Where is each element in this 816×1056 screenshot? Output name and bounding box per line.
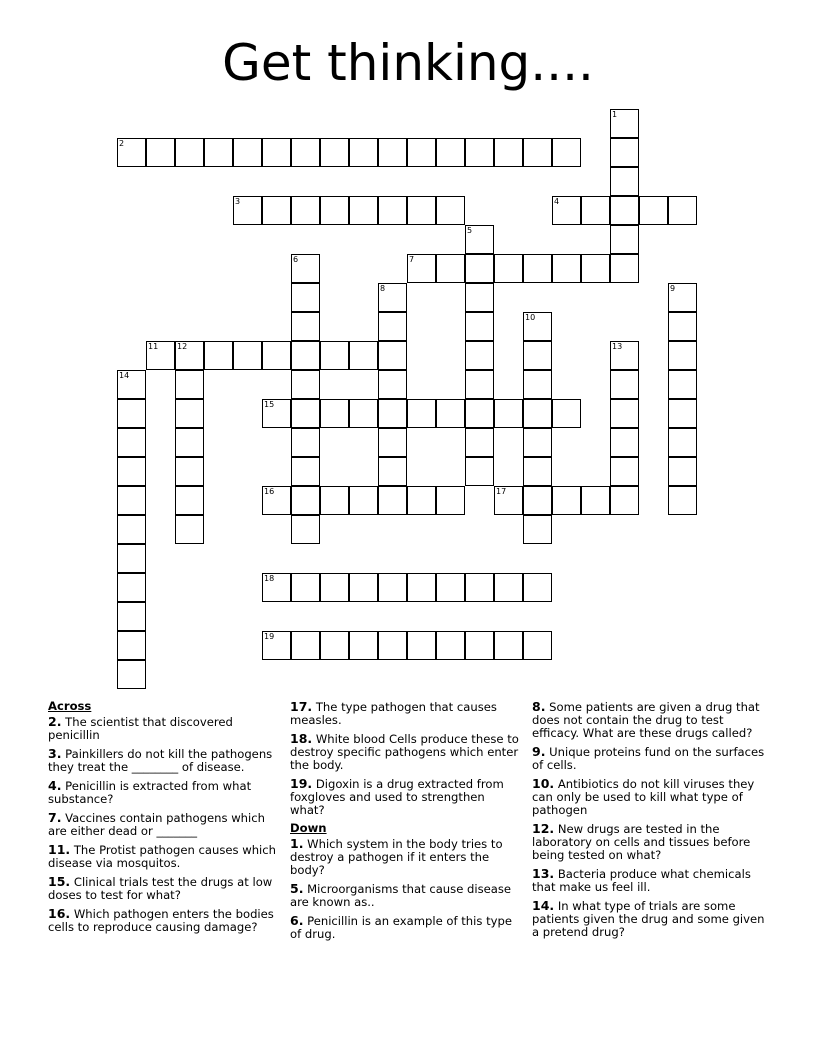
clue-item [532,745,768,772]
clue-number: 4 [554,197,560,206]
grid-cell[interactable] [668,196,697,225]
clue-number: 12. [532,821,555,836]
clue-number: 10. [532,776,555,791]
grid-cell[interactable] [117,486,146,515]
grid-cell[interactable] [349,341,378,370]
grid-cell[interactable] [378,138,407,167]
grid-cell[interactable] [668,283,697,312]
grid-cell[interactable] [581,486,610,515]
clue-number: 5 [467,226,473,235]
clue-text: Clinical trials test the drugs at low doses to test for what? [48,875,273,902]
grid-cell[interactable] [494,573,523,602]
grid-cell[interactable] [610,196,639,225]
clue-number: 1. [290,836,304,851]
clue-number: 19 [264,632,275,641]
grid-cell[interactable] [668,457,697,486]
clue-number: 13. [532,866,555,881]
grid-cell[interactable] [523,138,552,167]
clue-number: 6 [293,255,299,264]
grid-cell[interactable] [523,428,552,457]
grid-cell[interactable] [175,341,204,370]
grid-cell[interactable] [465,312,494,341]
clue-text: White blood Cells produce these to destroy specific pathogens which enter the body. [290,732,519,772]
grid-cell[interactable] [262,631,291,660]
grid-cell[interactable] [465,370,494,399]
grid-cell[interactable] [407,254,436,283]
clue-number: 8 [380,284,386,293]
grid-cell[interactable] [378,399,407,428]
grid-cell[interactable] [262,341,291,370]
clue-item [290,914,522,941]
grid-cell[interactable] [320,399,349,428]
grid-cell[interactable] [291,457,320,486]
grid-cell[interactable] [610,370,639,399]
grid-cell[interactable] [494,631,523,660]
grid-cell[interactable] [204,341,233,370]
clue-text: Which pathogen enters the bodies cells to reproduce causing damage? [48,907,274,934]
grid-cell[interactable] [378,631,407,660]
clue-text: New drugs are tested in the laboratory on cells and tissues before being tested on what? [532,822,751,862]
grid-cell[interactable] [436,399,465,428]
grid-cell[interactable] [610,254,639,283]
clue-text: Penicillin is extracted from what substance? [48,779,252,806]
clue-number: 12 [177,342,188,351]
grid-cell[interactable] [262,196,291,225]
grid-cell[interactable] [291,515,320,544]
grid-cell[interactable] [407,486,436,515]
clue-number: 10 [525,313,536,322]
grid-cell[interactable] [175,486,204,515]
grid-cell[interactable] [291,399,320,428]
across-heading: Across [48,699,92,713]
grid-cell[interactable] [610,225,639,254]
grid-cell[interactable] [668,370,697,399]
grid-cell[interactable] [320,196,349,225]
grid-cell[interactable] [523,341,552,370]
grid-cell[interactable] [668,486,697,515]
clue-number: 8. [532,699,546,714]
clue-text: Antibiotics do not kill viruses they can only be used to kill what type of pathogen [532,777,755,817]
grid-cell[interactable] [610,109,639,138]
grid-cell[interactable] [320,341,349,370]
clue-number: 17 [496,487,507,496]
grid-cell[interactable] [378,428,407,457]
grid-cell[interactable] [465,254,494,283]
clue-number: 9. [532,744,546,759]
grid-cell[interactable] [117,515,146,544]
grid-cell[interactable] [146,341,175,370]
clue-number: 2 [119,139,125,148]
clue-item [532,822,768,862]
grid-cell[interactable] [349,138,378,167]
grid-cell[interactable] [465,457,494,486]
clue-number: 6. [290,913,304,928]
grid-cell[interactable] [117,660,146,689]
grid-cell[interactable] [291,573,320,602]
grid-cell[interactable] [320,573,349,602]
grid-cell[interactable] [320,486,349,515]
grid-cell[interactable] [291,254,320,283]
grid-cell[interactable] [494,254,523,283]
grid-cell[interactable] [117,631,146,660]
clue-number: 4. [48,778,62,793]
grid-cell[interactable] [494,138,523,167]
grid-cell[interactable] [465,631,494,660]
grid-cell[interactable] [233,196,262,225]
clue-item [48,843,276,870]
grid-cell[interactable] [175,457,204,486]
grid-cell[interactable] [552,196,581,225]
grid-cell[interactable] [117,573,146,602]
grid-cell[interactable] [349,486,378,515]
grid-cell[interactable] [378,341,407,370]
grid-cell[interactable] [320,631,349,660]
grid-cell[interactable] [581,196,610,225]
grid-cell[interactable] [465,399,494,428]
clue-text: The Protist pathogen causes which disease via mosquitos. [48,843,276,870]
grid-cell[interactable] [291,138,320,167]
clue-text: Bacteria produce what chemicals that make us feel ill. [532,867,751,894]
grid-cell[interactable] [552,254,581,283]
grid-cell[interactable] [523,515,552,544]
clue-number: 14 [119,371,130,380]
grid-cell[interactable] [117,544,146,573]
grid-cell[interactable] [262,573,291,602]
clue-number: 19. [290,776,313,791]
grid-cell[interactable] [233,341,262,370]
grid-cell[interactable] [262,138,291,167]
clue-text: Vaccines contain pathogens which are either dead or _______ [48,811,265,838]
grid-cell[interactable] [146,138,175,167]
clue-number: 2. [48,714,62,729]
grid-cell[interactable] [117,602,146,631]
grid-cell[interactable] [175,138,204,167]
grid-cell[interactable] [610,399,639,428]
grid-cell[interactable] [349,573,378,602]
grid-cell[interactable] [552,486,581,515]
grid-cell[interactable] [523,370,552,399]
grid-cell[interactable] [378,370,407,399]
clue-item [48,747,276,774]
grid-cell[interactable] [610,138,639,167]
clue-item [290,882,522,909]
grid-cell[interactable] [610,486,639,515]
down-heading: Down [290,821,327,835]
clue-number: 5. [290,881,304,896]
grid-cell[interactable] [494,486,523,515]
grid-cell[interactable] [610,457,639,486]
grid-cell[interactable] [552,138,581,167]
clue-text: Which system in the body tries to destroy a pathogen if it enters the body? [290,837,503,877]
clue-item [48,907,276,934]
clue-item [532,899,768,939]
clue-item [48,779,276,806]
clue-item [48,811,276,838]
grid-cell[interactable] [291,283,320,312]
grid-cell[interactable] [378,312,407,341]
clue-text: In what type of trials are some patients given the drug and some given a pretend drug? [532,899,765,939]
clues-column-2 [290,700,522,946]
grid-cell[interactable] [291,370,320,399]
clue-number: 11. [48,842,71,857]
grid-cell[interactable] [610,341,639,370]
grid-cell[interactable] [378,573,407,602]
clue-item [48,875,276,902]
clue-item [532,777,768,817]
grid-cell[interactable] [291,341,320,370]
grid-cell[interactable] [407,196,436,225]
clue-item [532,700,768,740]
grid-cell[interactable] [117,370,146,399]
clue-text: Unique proteins fund on the surfaces of cells. [532,745,765,772]
clue-number: 18. [290,731,313,746]
grid-cell[interactable] [291,428,320,457]
clue-number: 7. [48,810,62,825]
grid-cell[interactable] [378,196,407,225]
grid-cell[interactable] [523,457,552,486]
grid-cell[interactable] [378,486,407,515]
clue-number: 1 [612,110,618,119]
grid-cell[interactable] [552,399,581,428]
grid-cell[interactable] [175,515,204,544]
grid-cell[interactable] [407,631,436,660]
clue-number: 3 [235,197,241,206]
clue-text: Painkillers do not kill the pathogens they treat the ________ of disease. [48,747,273,774]
clue-number: 15 [264,400,275,409]
clues-column-3 [532,700,768,944]
grid-cell[interactable] [494,399,523,428]
clue-number: 13 [612,342,623,351]
grid-cell[interactable] [523,399,552,428]
grid-cell[interactable] [523,312,552,341]
clue-text: Digoxin is a drug extracted from foxgloves and used to strengthen what? [290,777,504,817]
grid-cell[interactable] [465,341,494,370]
grid-cell[interactable] [436,486,465,515]
clue-item [290,837,522,877]
grid-cell[interactable] [668,428,697,457]
grid-cell[interactable] [349,196,378,225]
clues-column-1 [48,700,276,939]
grid-cell[interactable] [465,573,494,602]
grid-cell[interactable] [117,428,146,457]
grid-cell[interactable] [610,428,639,457]
grid-cell[interactable] [175,370,204,399]
clue-text: Some patients are given a drug that does not contain the drug to test efficacy. What are these drugs called? [532,700,760,740]
grid-cell[interactable] [378,457,407,486]
grid-cell[interactable] [436,573,465,602]
grid-cell[interactable] [117,138,146,167]
grid-cell[interactable] [378,283,407,312]
grid-cell[interactable] [581,254,610,283]
grid-cell[interactable] [175,428,204,457]
grid-cell[interactable] [117,457,146,486]
grid-cell[interactable] [668,312,697,341]
grid-cell[interactable] [117,399,146,428]
grid-cell[interactable] [436,138,465,167]
grid-cell[interactable] [407,138,436,167]
grid-cell[interactable] [465,428,494,457]
grid-cell[interactable] [523,254,552,283]
clue-number: 11 [148,342,159,351]
grid-cell[interactable] [262,486,291,515]
grid-cell[interactable] [291,631,320,660]
grid-cell[interactable] [639,196,668,225]
clue-number: 14. [532,898,555,913]
grid-cell[interactable] [291,486,320,515]
clue-number: 16. [48,906,71,921]
page-title: Get thinking.... [222,34,594,92]
clue-text: The scientist that discovered penicillin [48,715,233,742]
grid-cell[interactable] [349,399,378,428]
grid-cell[interactable] [349,631,378,660]
clue-number: 15. [48,874,71,889]
grid-cell[interactable] [262,399,291,428]
clue-item [290,777,522,817]
grid-cell[interactable] [465,225,494,254]
grid-cell[interactable] [668,341,697,370]
grid-cell[interactable] [204,138,233,167]
grid-cell[interactable] [668,399,697,428]
clue-item [290,700,522,727]
grid-cell[interactable] [436,631,465,660]
grid-cell[interactable] [291,312,320,341]
clue-number: 3. [48,746,62,761]
clue-item [290,732,522,772]
grid-cell[interactable] [523,486,552,515]
grid-cell[interactable] [407,399,436,428]
clue-text: Microorganisms that cause disease are known as.. [290,882,512,909]
grid-cell[interactable] [436,254,465,283]
clue-text: Penicillin is an example of this type of drug. [290,914,512,941]
grid-cell[interactable] [407,573,436,602]
clue-number: 9 [670,284,676,293]
clue-item [532,867,768,894]
grid-cell[interactable] [436,196,465,225]
grid-cell[interactable] [523,631,552,660]
clue-item [48,715,276,742]
grid-cell[interactable] [233,138,262,167]
grid-cell[interactable] [610,167,639,196]
clue-text: The type pathogen that causes measles. [290,700,497,727]
clue-number: 18 [264,574,275,583]
grid-cell[interactable] [175,399,204,428]
clue-number: 7 [409,255,415,264]
grid-cell[interactable] [465,283,494,312]
grid-cell[interactable] [523,573,552,602]
clue-number: 16 [264,487,275,496]
grid-cell[interactable] [291,196,320,225]
grid-cell[interactable] [465,138,494,167]
grid-cell[interactable] [320,138,349,167]
clue-number: 17. [290,699,313,714]
